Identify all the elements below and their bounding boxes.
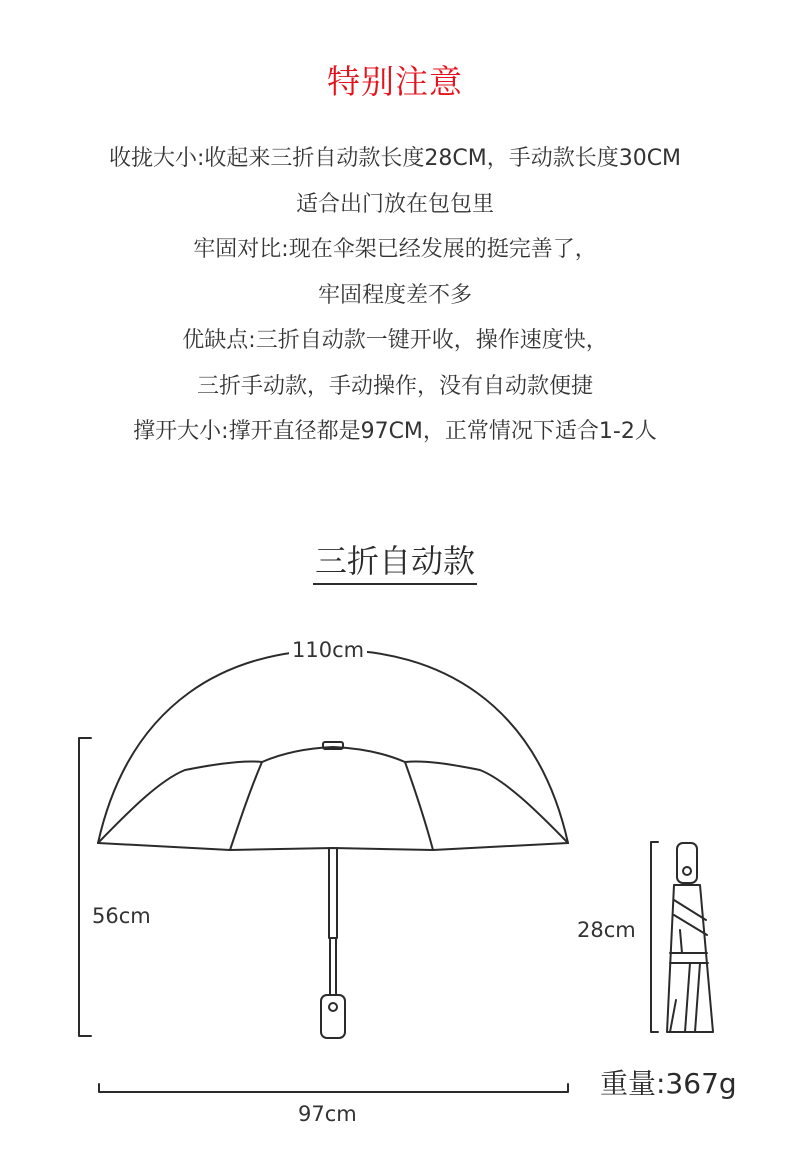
open-umbrella-inner-panels	[98, 747, 568, 843]
open-umbrella-left-rib	[230, 762, 262, 850]
note-line: 优缺点:三折自动款一键开收，操作速度快，	[182, 328, 608, 353]
umbrella-shaft	[329, 848, 337, 938]
open-umbrella-rim	[98, 843, 568, 850]
note-line: 三折手动款，手动操作，没有自动款便捷	[196, 373, 593, 399]
note-line: 撑开大小:撑开直径都是97CM，正常情况下适合1-2人	[133, 419, 657, 444]
note-line: 收拢大小:收起来三折自动款长度28CM，手动款长度30CM	[108, 146, 682, 171]
note-line: 牢固程度差不多	[317, 282, 472, 308]
note-line: 牢固对比:现在伞架已经发展的挺完善了，	[193, 237, 597, 262]
folded-umbrella-folds	[670, 900, 707, 1032]
umbrella-shaft-lower	[330, 938, 336, 995]
open-height-label: 56cm	[92, 904, 151, 928]
folded-umbrella-handle	[677, 843, 697, 883]
folded-length-bracket	[651, 842, 658, 1032]
folded-umbrella-band	[670, 953, 708, 963]
section-title-text: 三折自动款	[313, 543, 477, 585]
folded-length-label: 28cm	[577, 918, 636, 942]
folded-handle-button-icon	[683, 867, 691, 875]
width-dimension-line	[99, 1084, 568, 1092]
weight-label: 重量:367g	[600, 1067, 737, 1100]
open-umbrella-right-rib	[405, 762, 433, 850]
note-line: 适合出门放在包包里	[295, 191, 494, 217]
height-dimension-bracket	[79, 738, 91, 1036]
open-diameter-label: 97cm	[298, 1102, 357, 1126]
arc-length-label: 110cm	[289, 640, 367, 661]
notice-title: 特别注意	[327, 62, 463, 101]
umbrella-handle	[321, 995, 345, 1038]
